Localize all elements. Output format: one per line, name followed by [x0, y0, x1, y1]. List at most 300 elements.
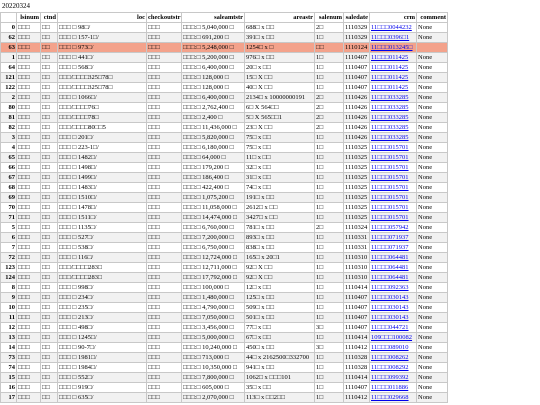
cell-lsinum: □□□	[17, 123, 41, 133]
cell-saleamtstr: □□□:□ 12,724,000 □	[182, 253, 245, 263]
cell-saledate: 1110426	[344, 103, 370, 113]
cell-comment: None	[417, 243, 448, 253]
cell-lsinum: □□□	[17, 283, 41, 293]
cell-checkoutstr: □□□	[147, 143, 182, 153]
crm-link[interactable]: 11□□□033285	[371, 124, 409, 131]
cell-salenum: 1□	[315, 33, 344, 43]
cell-saledate: 1110407	[344, 323, 370, 333]
cell-ctnd: □□	[41, 103, 58, 113]
cell-checkoutstr: □□□	[147, 53, 182, 63]
crm-link[interactable]: 109□□□100082	[371, 334, 413, 341]
cell-comment: None	[417, 203, 448, 213]
table-row	[1, 203, 448, 213]
cell-lsinum: □□□	[17, 253, 41, 263]
cell-checkoutstr: □□□	[147, 73, 182, 83]
cell-salenum: 1□	[315, 253, 344, 263]
cell-loc: □□□/□□□□80□□5	[58, 123, 147, 133]
row-index: 4	[1, 143, 17, 153]
cell-loc: □□□ □ 201□/	[58, 133, 147, 143]
cell-loc: □□□ □ 568□/	[58, 63, 147, 73]
cell-lsinum: □□□	[17, 153, 41, 163]
table-row	[1, 343, 448, 353]
table-row	[1, 43, 448, 53]
cell-saledate: 1110325	[344, 153, 370, 163]
cell-ctnd: □□	[41, 223, 58, 233]
cell-saledate: 1110407	[344, 303, 370, 313]
cell-saleamtstr: □□□:□ 2,400 □	[182, 113, 245, 123]
column-header-saleamtstr: saleamtstr	[182, 13, 245, 23]
crm-link[interactable]: 11□□□033285	[371, 104, 409, 111]
cell-lsinum: □□□	[17, 93, 41, 103]
crm-link[interactable]: 11□□□015701	[371, 214, 409, 221]
cell-lsinum: □□□	[17, 23, 41, 33]
cell-crm	[370, 253, 417, 263]
cell-saledate: 1110407	[344, 313, 370, 323]
cell-loc: □□□ □ 527□/	[58, 233, 147, 243]
crm-link[interactable]: 11□□□015701	[371, 204, 409, 211]
cell-saledate: 1110426	[344, 123, 370, 133]
cell-areastr: 15□ X □□	[245, 73, 315, 83]
crm-link[interactable]: 11□□□064481	[371, 254, 409, 261]
row-index: 80	[1, 103, 17, 113]
crm-link[interactable]: 11□□□0396□1	[371, 34, 410, 41]
cell-checkoutstr: □□□	[147, 343, 182, 353]
cell-loc: □□□ □ 998□/	[58, 283, 147, 293]
cell-salenum: 2□	[315, 93, 344, 103]
cell-saleamtstr: □□□:□ 691,200 □	[182, 33, 245, 43]
cell-saleamtstr: □□□:□ 5,000,000 □	[182, 333, 245, 343]
cell-checkoutstr: □□□	[147, 303, 182, 313]
cell-saledate: 1110426	[344, 93, 370, 103]
cell-salenum: 1□	[315, 363, 344, 373]
cell-loc: □□□ □ 235□/	[58, 303, 147, 313]
cell-salenum: 1□	[315, 273, 344, 283]
crm-link[interactable]: 11□□□033285	[371, 114, 409, 121]
cell-saledate: 1110412	[344, 343, 370, 353]
cell-areastr: 3427□ x □□	[245, 213, 315, 223]
cell-saleamtstr: □□□:□ 10,350,000 □	[182, 363, 245, 373]
cell-checkoutstr: □□□	[147, 283, 182, 293]
cell-crm	[370, 193, 417, 203]
cell-crm	[370, 143, 417, 153]
cell-areastr: 125□ x □□	[245, 293, 315, 303]
column-header-areastr: areastr	[245, 13, 315, 23]
crm-link[interactable]: 11□□□015701	[371, 154, 409, 161]
cell-saledate: 1110329	[344, 33, 370, 43]
cell-salenum: 1□	[315, 293, 344, 303]
cell-ctnd: □□	[41, 83, 58, 93]
cell-checkoutstr: □□□	[147, 193, 182, 203]
cell-areastr: 32□ x □□	[245, 163, 315, 173]
cell-comment: None	[417, 183, 448, 193]
row-index: 7	[1, 243, 17, 253]
cell-loc: □□□ □ 1482□/	[58, 153, 147, 163]
cell-ctnd: □□	[41, 233, 58, 243]
cell-comment: None	[417, 313, 448, 323]
cell-salenum: 1□	[315, 193, 344, 203]
cell-salenum: 1□	[315, 283, 344, 293]
cell-loc: □□□ □ 1511□/	[58, 213, 147, 223]
crm-link[interactable]: 11□□□015701	[371, 144, 409, 151]
crm-link[interactable]: 11□□□029668	[371, 394, 409, 401]
cell-crm	[370, 23, 417, 33]
row-index: 121	[1, 73, 17, 83]
cell-saledate: 1110325	[344, 203, 370, 213]
cell-salenum: □□	[315, 43, 344, 53]
table-row	[1, 133, 448, 143]
cell-ctnd: □□	[41, 243, 58, 253]
cell-crm	[370, 233, 417, 243]
row-index: 5	[1, 223, 17, 233]
cell-loc: □□□ □ 1066□/	[58, 93, 147, 103]
cell-lsinum: □□□	[17, 213, 41, 223]
cell-saleamtstr: □□□:□ 10,240,000 □	[182, 343, 245, 353]
cell-lsinum: □□□	[17, 223, 41, 233]
cell-comment: None	[417, 353, 448, 363]
cell-crm	[370, 223, 417, 233]
crm-link[interactable]: 11□□□099392	[371, 374, 409, 381]
cell-loc: □□□ □ 90-7□/	[58, 343, 147, 353]
cell-saledate: 1110407	[344, 383, 370, 393]
cell-comment: None	[417, 343, 448, 353]
cell-saledate: 1110325	[344, 213, 370, 223]
cell-saleamtstr: □□□:□ 1,075,200 □	[182, 193, 245, 203]
crm-link[interactable]: 11□□□0044232	[371, 24, 412, 31]
cell-areastr: 20□ x □□	[245, 63, 315, 73]
cell-saleamtstr: □□□:□ 713,000 □	[182, 353, 245, 363]
cell-ctnd: □□	[41, 93, 58, 103]
cell-checkoutstr: □□□	[147, 163, 182, 173]
row-index: 68	[1, 183, 17, 193]
cell-areastr: 1062□ x □□□101	[245, 373, 315, 383]
cell-salenum: 1□	[315, 303, 344, 313]
table-row	[1, 213, 448, 223]
cell-saleamtstr: □□□:□ 6,750,000 □	[182, 243, 245, 253]
table-row	[1, 163, 448, 173]
cell-areastr: 11□ x □□	[245, 153, 315, 163]
cell-saledate: 1110310	[344, 273, 370, 283]
cell-checkoutstr: □□□	[147, 363, 182, 373]
table-row	[1, 293, 448, 303]
cell-salenum: 2□	[315, 123, 344, 133]
cell-comment: None	[417, 53, 448, 63]
cell-comment: None	[417, 133, 448, 143]
table-row	[1, 383, 448, 393]
cell-saledate: 1110407	[344, 73, 370, 83]
crm-link[interactable]: 11□□□008292	[371, 364, 409, 371]
row-index: 15	[1, 373, 17, 383]
cell-checkoutstr: □□□	[147, 133, 182, 143]
cell-areastr: 1254□ x □	[245, 43, 315, 53]
cell-saledate: 1110426	[344, 133, 370, 143]
cell-areastr: 113□ x □□2□□	[245, 393, 315, 403]
cell-ctnd: □□	[41, 203, 58, 213]
cell-saledate: 1110325	[344, 143, 370, 153]
cell-checkoutstr: □□□	[147, 373, 182, 383]
crm-link[interactable]: 11□□□015701	[371, 164, 409, 171]
table-row	[1, 63, 448, 73]
cell-saledate: 1110325	[344, 183, 370, 193]
cell-comment: None	[417, 93, 448, 103]
row-index: 16	[1, 383, 17, 393]
column-header-comment: comment	[417, 13, 448, 23]
crm-link[interactable]: 11□□□011425	[371, 84, 409, 91]
cell-loc: □□□/□□□□283□	[58, 263, 147, 273]
cell-loc: □□□/□□□□325□78□	[58, 73, 147, 83]
cell-saledate: 1110407	[344, 83, 370, 93]
cell-lsinum: □□□	[17, 263, 41, 273]
crm-link[interactable]: 11□□□015701	[371, 194, 409, 201]
cell-crm	[370, 53, 417, 63]
cell-checkoutstr: □□□	[147, 173, 182, 183]
cell-checkoutstr: □□□	[147, 353, 182, 363]
column-header-loc: loc	[58, 13, 147, 23]
crm-link[interactable]: 11□□□008262	[371, 354, 409, 361]
cell-comment: None	[417, 333, 448, 343]
cell-salenum: 1□	[315, 313, 344, 323]
cell-loc: □□□ □ 1483□/	[58, 183, 147, 193]
cell-saleamtstr: □□□:□ 5,248,000 □	[182, 43, 245, 53]
row-index: 63	[1, 43, 17, 53]
table-row	[1, 333, 448, 343]
crm-link[interactable]: 11□□□011425	[371, 54, 409, 61]
cell-checkoutstr: □□□	[147, 203, 182, 213]
cell-loc: □□□ □ 538□/	[58, 243, 147, 253]
cell-lsinum: □□□	[17, 163, 41, 173]
cell-lsinum: □□□	[17, 83, 41, 93]
cell-checkoutstr: □□□	[147, 243, 182, 253]
cell-crm	[370, 313, 417, 323]
cell-lsinum: □□□	[17, 53, 41, 63]
row-index: 69	[1, 193, 17, 203]
cell-areastr: 75□ x □□	[245, 133, 315, 143]
row-index: 73	[1, 353, 17, 363]
cell-salenum: 1□	[315, 143, 344, 153]
cell-areastr: 92□ X □□	[245, 263, 315, 273]
cell-saledate: 1110331	[344, 243, 370, 253]
cell-checkoutstr: □□□	[147, 323, 182, 333]
header-row	[1, 13, 448, 23]
cell-saledate: 1110325	[344, 173, 370, 183]
cell-lsinum: □□□	[17, 193, 41, 203]
cell-loc: □□□ □ 441□/	[58, 53, 147, 63]
cell-lsinum: □□□	[17, 333, 41, 343]
cell-loc: □□□ □ 1478□/	[58, 203, 147, 213]
cell-saleamtstr: □□□:□ 422,400 □	[182, 183, 245, 193]
cell-salenum: 3□	[315, 323, 344, 333]
cell-loc: □□□ □ 973□/	[58, 43, 147, 53]
row-index: 8	[1, 283, 17, 293]
row-index: 1	[1, 53, 17, 63]
cell-saleamtstr: □□□:□ 128,000 □	[182, 83, 245, 93]
crm-link[interactable]: 11□□□013245□	[371, 44, 413, 51]
table-row	[1, 373, 448, 383]
row-index: 70	[1, 203, 17, 213]
cell-saledate: 1110414	[344, 333, 370, 343]
crm-link[interactable]: 11□□□030143	[371, 294, 409, 301]
cell-crm	[370, 113, 417, 123]
cell-comment: None	[417, 103, 448, 113]
crm-link[interactable]: 11□□□044721	[371, 324, 409, 331]
table-row	[1, 113, 448, 123]
cell-crm	[370, 123, 417, 133]
cell-ctnd: □□	[41, 393, 58, 403]
cell-crm	[370, 263, 417, 273]
cell-saleamtstr: □□□:□ 186,400 □	[182, 173, 245, 183]
cell-saleamtstr: □□□:□ 11,436,000 □	[182, 123, 245, 133]
cell-areastr: 92□ X □□	[245, 273, 315, 283]
cell-crm	[370, 153, 417, 163]
cell-crm	[370, 133, 417, 143]
cell-salenum: 2□	[315, 223, 344, 233]
cell-saleamtstr: □□□:□ 128,000 □	[182, 73, 245, 83]
cell-salenum: 1□	[315, 83, 344, 93]
column-header-lsinum: lsinum	[17, 13, 41, 23]
cell-loc: □□□ □ 919□/	[58, 383, 147, 393]
cell-salenum: 1□	[315, 233, 344, 243]
column-header-salenum: salenum	[315, 13, 344, 23]
cell-salenum: 2□	[315, 23, 344, 33]
cell-lsinum: □□□	[17, 293, 41, 303]
cell-salenum: 1□	[315, 243, 344, 253]
cell-saleamtstr: □□□:□ 605,000 □	[182, 383, 245, 393]
row-index: 122	[1, 83, 17, 93]
cell-lsinum: □□□	[17, 313, 41, 323]
cell-areastr: 191□ x □□	[245, 193, 315, 203]
crm-link[interactable]: 11□□□064481	[371, 264, 409, 271]
cell-crm	[370, 323, 417, 333]
cell-areastr: 501□ x □□	[245, 313, 315, 323]
cell-saledate: 1110324	[344, 223, 370, 233]
crm-link[interactable]: 11□□□033285	[371, 94, 409, 101]
cell-saleamtstr: □□□:□ 1,480,000 □	[182, 293, 245, 303]
crm-link[interactable]: 11□□□033285	[371, 134, 409, 141]
crm-link[interactable]: 11□□□030143	[371, 314, 409, 321]
table-row	[1, 83, 448, 93]
table-row	[1, 53, 448, 63]
cell-saleamtstr: □□□:□ 6,180,000 □	[182, 143, 245, 153]
cell-saleamtstr: □□□:□ 5,820,000 □	[182, 133, 245, 143]
table-row	[1, 313, 448, 323]
cell-salenum: 1□	[315, 173, 344, 183]
cell-ctnd: □□	[41, 273, 58, 283]
crm-link[interactable]: 11□□□089010	[371, 344, 409, 351]
cell-loc: □□□/□□□□283□	[58, 273, 147, 283]
cell-saledate: 1110328	[344, 363, 370, 373]
crm-link[interactable]: 11□□□071937	[371, 234, 409, 241]
cell-areastr: 5□ X 565□□1	[245, 113, 315, 123]
cell-ctnd: □□	[41, 133, 58, 143]
cell-ctnd: □□	[41, 293, 58, 303]
cell-ctnd: □□	[41, 123, 58, 133]
cell-ctnd: □□	[41, 33, 58, 43]
cell-crm	[370, 363, 417, 373]
cell-comment: None	[417, 63, 448, 73]
cell-checkoutstr: □□□	[147, 393, 182, 403]
cell-crm	[370, 283, 417, 293]
cell-saledate: 1110124	[344, 43, 370, 53]
cell-saleamtstr: □□□:□ 12,711,000 □	[182, 263, 245, 273]
cell-ctnd: □□	[41, 193, 58, 203]
cell-ctnd: □□	[41, 23, 58, 33]
cell-checkoutstr: □□□	[147, 103, 182, 113]
cell-checkoutstr: □□□	[147, 183, 182, 193]
crm-link[interactable]: 11□□□030143	[371, 304, 409, 311]
crm-link[interactable]: 11□□□011886	[371, 384, 409, 391]
cell-lsinum: □□□	[17, 133, 41, 143]
cell-saledate: 1110426	[344, 113, 370, 123]
cell-salenum: 1□	[315, 373, 344, 383]
table-row	[1, 193, 448, 203]
cell-lsinum: □□□	[17, 353, 41, 363]
crm-link[interactable]: 11□□□057942	[371, 224, 409, 231]
cell-ctnd: □□	[41, 263, 58, 273]
cell-salenum: 1□	[315, 133, 344, 143]
cell-saleamtstr: □□□:□ 11,058,000 □	[182, 203, 245, 213]
row-index: 17	[1, 393, 17, 403]
cell-ctnd: □□	[41, 73, 58, 83]
crm-link[interactable]: 11□□□064481	[371, 274, 409, 281]
crm-link[interactable]: 11□□□015701	[371, 184, 409, 191]
cell-crm	[370, 63, 417, 73]
cell-loc: □□□ □ 116□/	[58, 253, 147, 263]
cell-salenum: 1□	[315, 383, 344, 393]
cell-lsinum: □□□	[17, 343, 41, 353]
cell-saleamtstr: □□□:□ 6,760,000 □	[182, 223, 245, 233]
cell-checkoutstr: □□□	[147, 253, 182, 263]
cell-comment: None	[417, 293, 448, 303]
cell-saleamtstr: □□□:□ 17,792,000 □	[182, 273, 245, 283]
cell-saledate: 1110407	[344, 63, 370, 73]
cell-salenum: 1□	[315, 153, 344, 163]
table-row	[1, 323, 448, 333]
cell-areastr: 77□ x □□	[245, 323, 315, 333]
crm-link[interactable]: 11□□□015701	[371, 174, 409, 181]
cell-ctnd: □□	[41, 173, 58, 183]
cell-loc: □□□/□□□□78□	[58, 113, 147, 123]
row-index: 2	[1, 93, 17, 103]
cell-saleamtstr: □□□:□ 5,040,000 □	[182, 23, 245, 33]
cell-ctnd: □□	[41, 313, 58, 323]
cell-comment: None	[417, 383, 448, 393]
cell-loc: □□□/□□□□76□	[58, 103, 147, 113]
cell-salenum: 2□	[315, 113, 344, 123]
cell-salenum: 2□	[315, 103, 344, 113]
cell-areastr: 893□ x □□	[245, 233, 315, 243]
cell-crm	[370, 173, 417, 183]
row-index: 12	[1, 323, 17, 333]
crm-link[interactable]: 11□□□092363	[371, 284, 409, 291]
table-row	[1, 363, 448, 373]
cell-checkoutstr: □□□	[147, 43, 182, 53]
cell-crm	[370, 273, 417, 283]
sales-table	[0, 12, 448, 403]
crm-link[interactable]: 11□□□011425	[371, 74, 409, 81]
crm-link[interactable]: 11□□□071937	[371, 244, 409, 251]
crm-link[interactable]: 11□□□011425	[371, 64, 409, 71]
cell-areastr: 391□ x □□	[245, 33, 315, 43]
cell-lsinum: □□□	[17, 143, 41, 153]
cell-salenum: 3□	[315, 343, 344, 353]
cell-comment: None	[417, 363, 448, 373]
cell-areastr: 838□ x □□	[245, 243, 315, 253]
cell-comment: None	[417, 393, 448, 403]
cell-crm	[370, 43, 417, 53]
table-row	[1, 243, 448, 253]
cell-ctnd: □□	[41, 63, 58, 73]
row-index: 123	[1, 263, 17, 273]
cell-checkoutstr: □□□	[147, 383, 182, 393]
